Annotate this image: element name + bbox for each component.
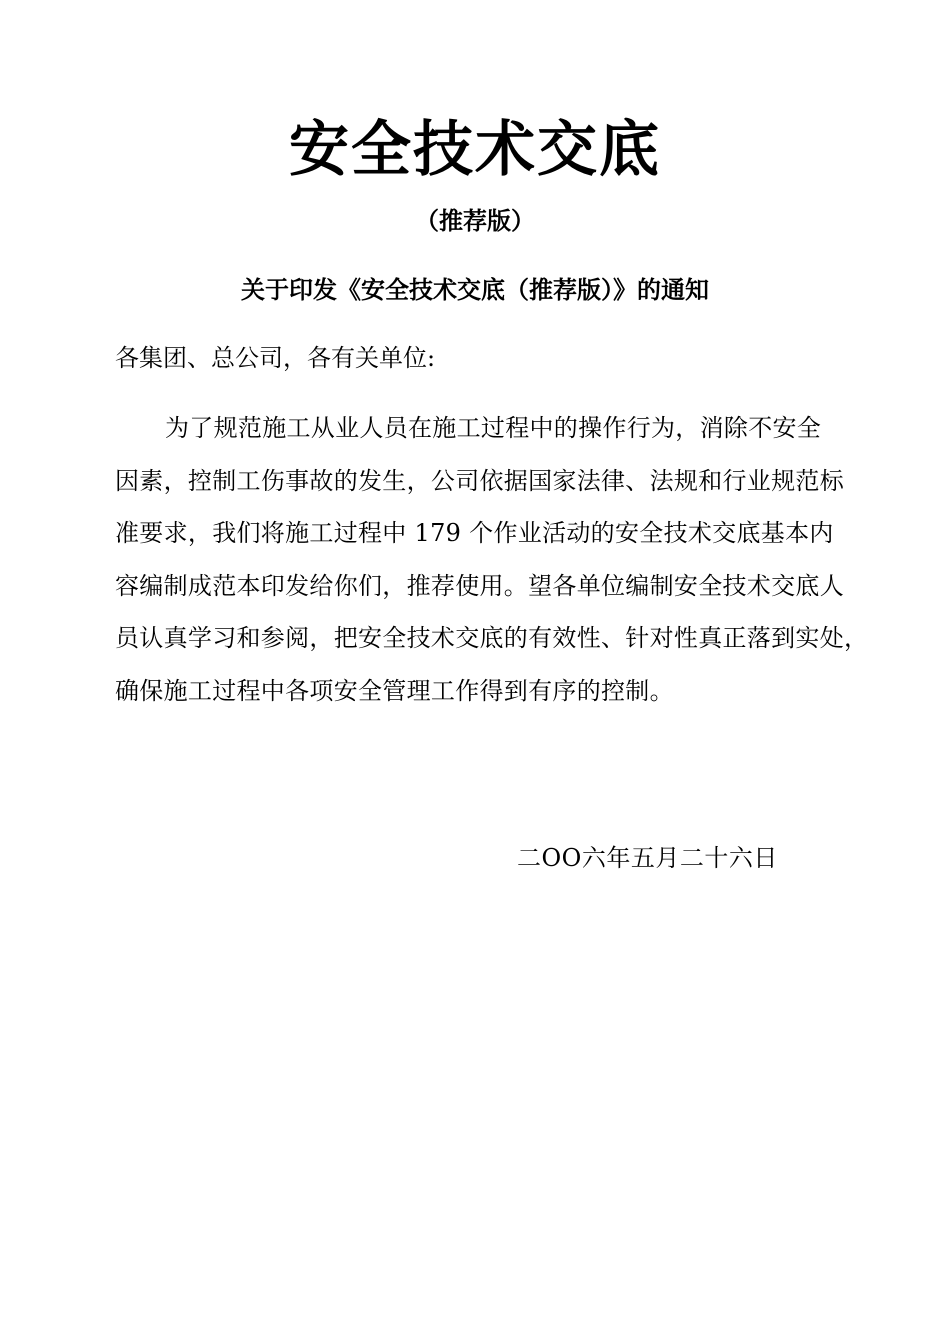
salutation: 各集团、总公司，各有关单位:: [115, 344, 436, 372]
body-line: 因素，控制工伤事故的发生，公司依据国家法律、法规和行业规范标: [115, 466, 844, 495]
issue-date: 二OO六年五月二十六日: [517, 844, 778, 872]
body-line: 确保施工过程中各项安全管理工作得到有序的控制。: [115, 676, 674, 705]
body-line: 准要求，我们将施工过程中 179 个作业活动的安全技术交底基本内: [115, 519, 834, 547]
document-title: 安全技术交底: [289, 115, 661, 185]
body-line: 容编制成范本印发给你们，推荐使用。望各单位编制安全技术交底人: [115, 571, 844, 600]
body-line: 为了规范施工从业人员在施工过程中的操作行为，消除不安全: [165, 414, 822, 442]
document-subtitle: （推荐版）: [415, 206, 535, 235]
notice-heading: 关于印发《安全技术交底（推荐版）》的通知: [241, 275, 709, 304]
body-line: 员认真学习和参阅，把安全技术交底的有效性、针对性真正落到实处，: [115, 624, 869, 652]
body-paragraph: [115, 410, 875, 725]
